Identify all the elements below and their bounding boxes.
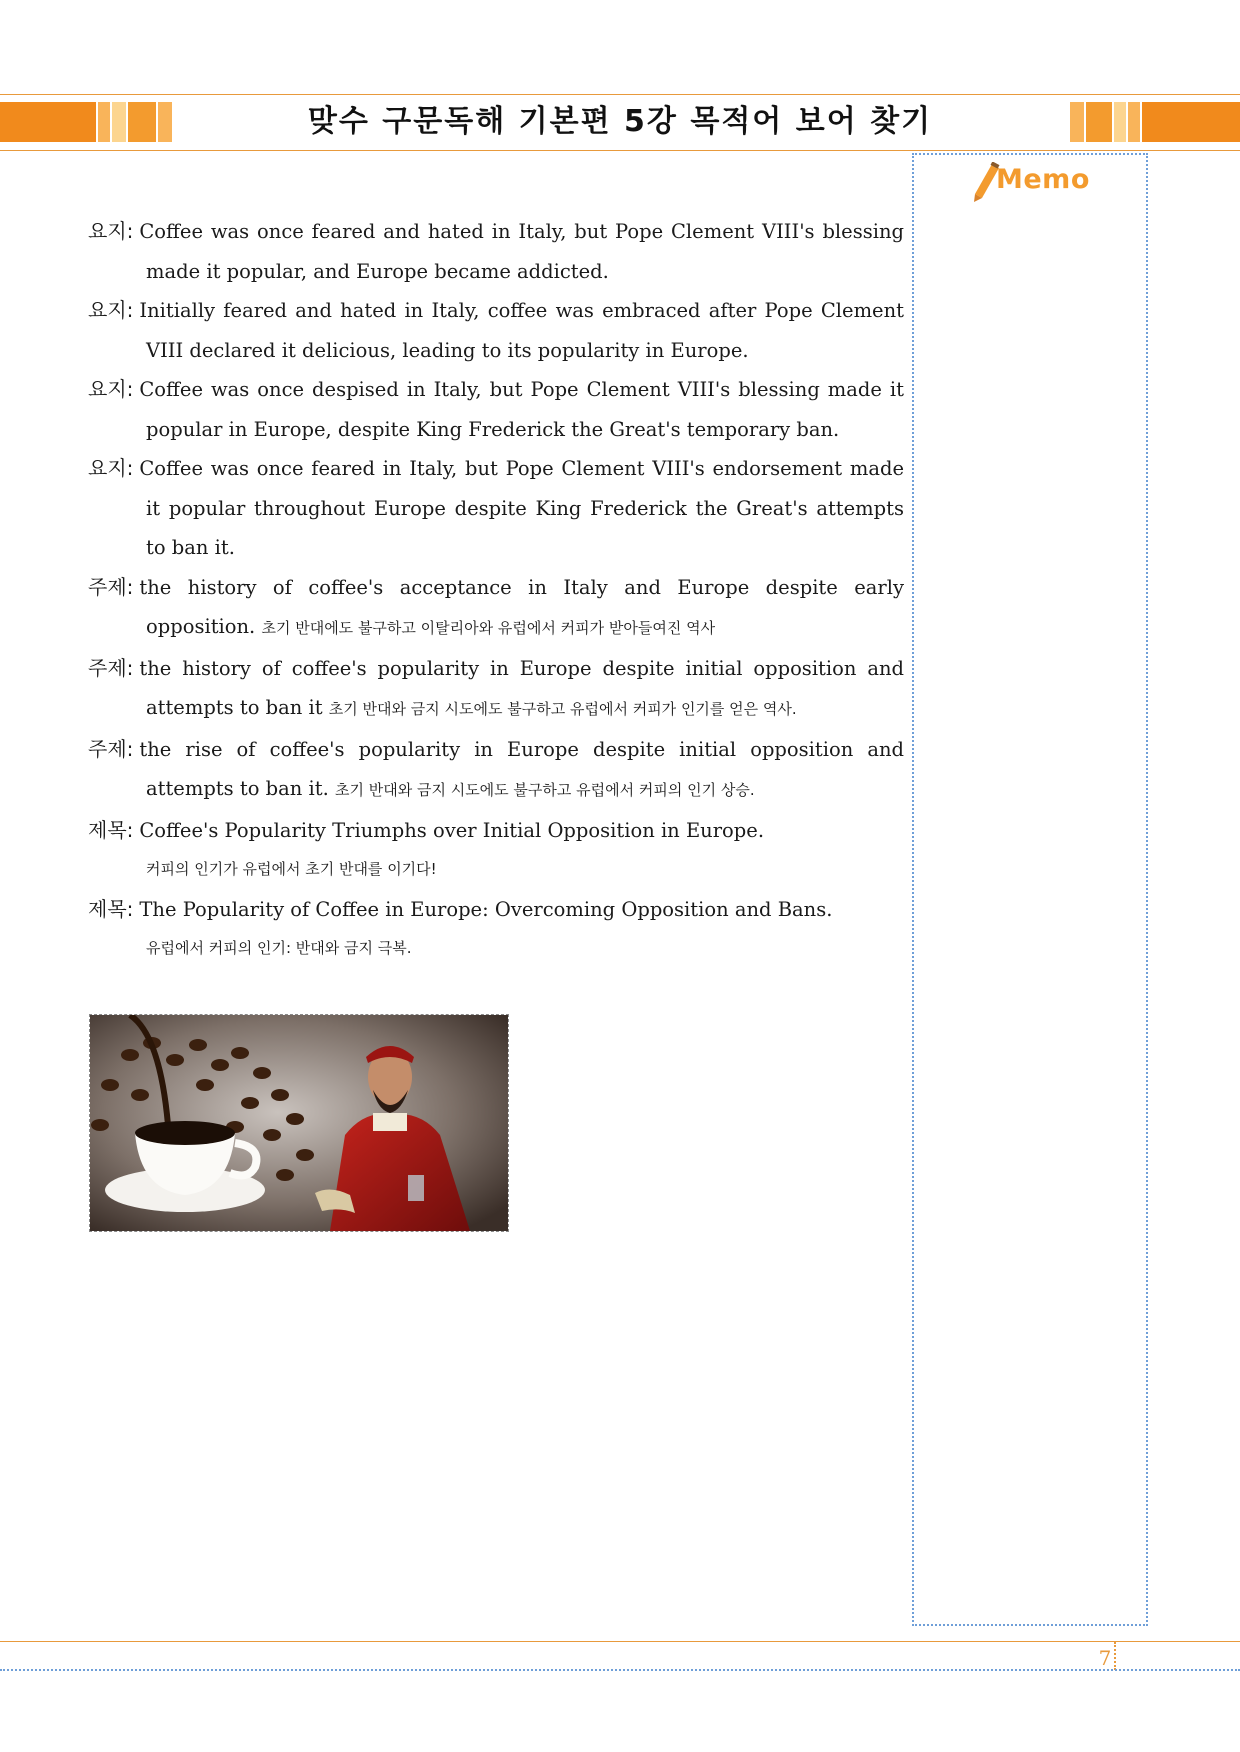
- summary-text: Coffee was once despised in Italy, but Pope Clement VIII's blessing made it: [139, 378, 904, 401]
- summary-text: VIII declared it delicious, leading to its popularity in Europe.: [146, 338, 749, 362]
- topic-translation: 초기 반대와 금지 시도에도 불구하고 유럽에서 커피의 인기 상승.: [334, 781, 755, 799]
- topic-label: 주제:: [88, 655, 134, 680]
- footer-rule: [0, 1641, 1240, 1642]
- header-top-rule: [0, 94, 1240, 95]
- summary-label: 요지:: [88, 298, 134, 322]
- summary-text: Initially feared and hated in Italy, coffee was embraced after Pope Clement: [139, 299, 904, 322]
- topic-label: 주제:: [88, 574, 134, 599]
- topic-entry: [88, 649, 904, 730]
- title-text: The Popularity of Coffee in Europe: Overcoming Opposition and Bans.: [139, 897, 833, 921]
- header-bottom-rule: [0, 150, 1240, 151]
- summary-entry: [88, 212, 904, 291]
- topic-entry: [88, 568, 904, 649]
- topic-text: the history of coffee's popularity in Europe despite initial opposition and: [139, 656, 904, 680]
- summary-label: 요지:: [88, 377, 134, 401]
- memo-label: Memo: [996, 164, 1090, 195]
- title-label: 제목:: [88, 817, 134, 842]
- coffee-pope-illustration: [89, 1014, 509, 1232]
- summary-text: to ban it.: [146, 536, 235, 559]
- topic-text: attempts to ban it: [146, 696, 323, 719]
- topic-text: attempts to ban it.: [146, 777, 329, 800]
- topic-entry: [88, 730, 904, 811]
- footer-dotted-rule: [0, 1669, 1240, 1671]
- summary-entry: [88, 449, 904, 568]
- page-title: 맞수 구문독해 기본편 5강 목적어 보어 찾기: [180, 100, 1060, 144]
- title-label: 제목:: [88, 896, 134, 921]
- title-translation: 커피의 인기가 유럽에서 초기 반대를 이기다!: [146, 860, 437, 878]
- topic-translation: 초기 반대에도 불구하고 이탈리아와 유럽에서 커피가 받아들여진 역사: [261, 619, 716, 637]
- topic-text: opposition.: [146, 615, 256, 638]
- title-text: Coffee's Popularity Triumphs over Initial Opposition in Europe.: [139, 818, 765, 842]
- page-number-divider: [1114, 1642, 1116, 1670]
- topic-translation: 초기 반대와 금지 시도에도 불구하고 유럽에서 커피가 인기를 얻은 역사.: [328, 700, 797, 718]
- title-entry: [88, 811, 904, 890]
- title-translation: 유럽에서 커피의 인기: 반대와 금지 극복.: [146, 939, 412, 957]
- summary-entry: [88, 291, 904, 370]
- summary-label: 요지:: [88, 456, 134, 480]
- memo-panel: [912, 153, 1148, 1626]
- summary-text: popular in Europe, despite King Frederick the Great's temporary ban.: [146, 417, 840, 441]
- title-entry: [88, 890, 904, 969]
- topic-text: the rise of coffee's popularity in Europe despite initial opposition and: [139, 737, 904, 761]
- answer-content: [88, 212, 904, 969]
- summary-label: 요지:: [88, 219, 134, 243]
- summary-entry: [88, 370, 904, 449]
- topic-label: 주제:: [88, 736, 134, 761]
- page-number: 7: [1098, 1646, 1112, 1670]
- summary-text: it popular throughout Europe despite King Frederick the Great's attempts: [146, 496, 904, 520]
- topic-text: the history of coffee's acceptance in Italy and Europe despite early: [139, 575, 904, 599]
- memo-logo: [972, 162, 1092, 202]
- summary-text: made it popular, and Europe became addicted.: [146, 259, 609, 283]
- summary-text: Coffee was once feared and hated in Italy, but Pope Clement VIII's blessing: [139, 220, 904, 243]
- summary-text: Coffee was once feared in Italy, but Pope Clement VIII's endorsement made: [139, 457, 904, 480]
